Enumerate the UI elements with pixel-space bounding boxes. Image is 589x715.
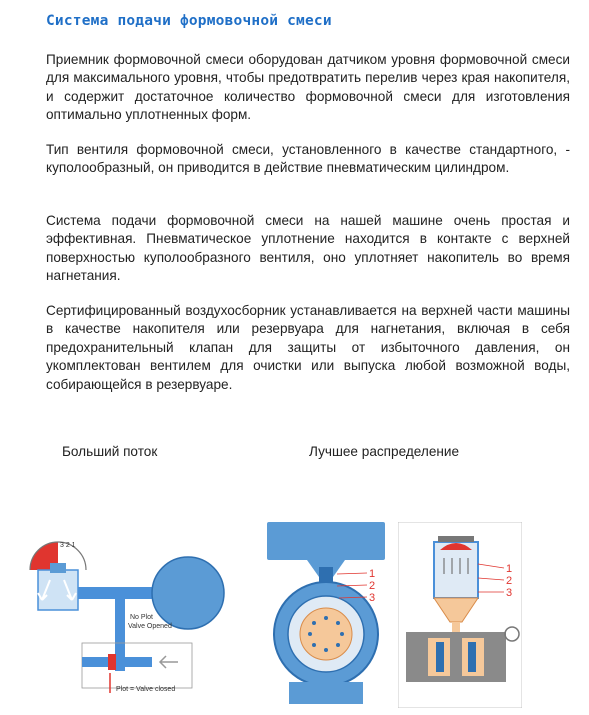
paragraph-air-receiver: Сертифицированный воздухосборник устанавливается на верхней части машины в качестве накопителя или резервуара для нагнетания, включая в себя предохранительный клапан для защиты от избыточного давления, он укомплектован вентилем для очистки или выпуска любой возможной воды, собирающейся в резервуаре. — [46, 303, 570, 392]
part-number-1: 1 — [506, 563, 513, 575]
figure-valve-flow — [20, 525, 242, 705]
plot-closed-label: Plot = Valve closed — [116, 686, 176, 693]
part-number-2: 2 — [369, 580, 376, 592]
part-number-2: 2 — [506, 575, 513, 587]
paragraph-valve-type: Тип вентиля формовочной смеси, установленного в качестве стандартного, - куполообразный, он приводится в действие пневматическим цилиндром. — [46, 142, 570, 176]
upper-chamber — [434, 542, 478, 598]
figure-distribution-housing — [267, 522, 385, 708]
lower-arrow — [160, 656, 178, 668]
figure-machine-section — [398, 522, 522, 708]
caption-better-distribution: Лучшее распределение — [309, 444, 460, 459]
pipe-horizontal — [78, 587, 153, 599]
mould-pattern-left — [436, 642, 444, 672]
part-number-1: 1 — [369, 568, 376, 580]
lower-pipe — [82, 657, 152, 667]
part-number-3: 3 — [506, 587, 513, 599]
valve-opened-label: Valve Opened — [128, 623, 172, 630]
mould-box — [406, 632, 506, 682]
sand-funnel — [434, 598, 478, 622]
no-plot-label: No Plot — [130, 614, 153, 621]
valve-top — [50, 563, 66, 573]
page-title: Система подачи формовочной смеси — [46, 13, 332, 29]
valve-body — [38, 570, 78, 610]
caption-bigger-flow: Больший поток — [62, 444, 158, 459]
lower-plot-red — [108, 654, 116, 670]
paragraph-sand-receiver: Приемник формовочной смеси оборудован датчиком уровня формовочной смеси для максимального уровня, чтобы предотвратить перелив через края накопителя, и содержит достаточное количество формовочной смеси для изготовления оптимально уплотненных форм. — [46, 52, 570, 123]
sand-core — [300, 608, 352, 660]
paragraph-feed-system: Система подачи формовочной смеси на нашей машине очень простая и эффективная. Пневматическое уплотнение находится в контакте с верхней поверхностью куполообразного вентиля, оно уплотняет накопитель во время нагнетания. — [46, 213, 570, 284]
top-cap — [438, 536, 474, 542]
gauge-numbers: 3 2 1 — [60, 542, 76, 549]
part-number-3: 3 — [369, 592, 376, 604]
base-block — [289, 682, 363, 704]
leader-lines — [478, 564, 504, 592]
hopper-top — [267, 522, 385, 560]
hinge-wheel — [505, 627, 519, 641]
air-tank — [152, 557, 224, 629]
mould-pattern-right — [468, 642, 476, 672]
